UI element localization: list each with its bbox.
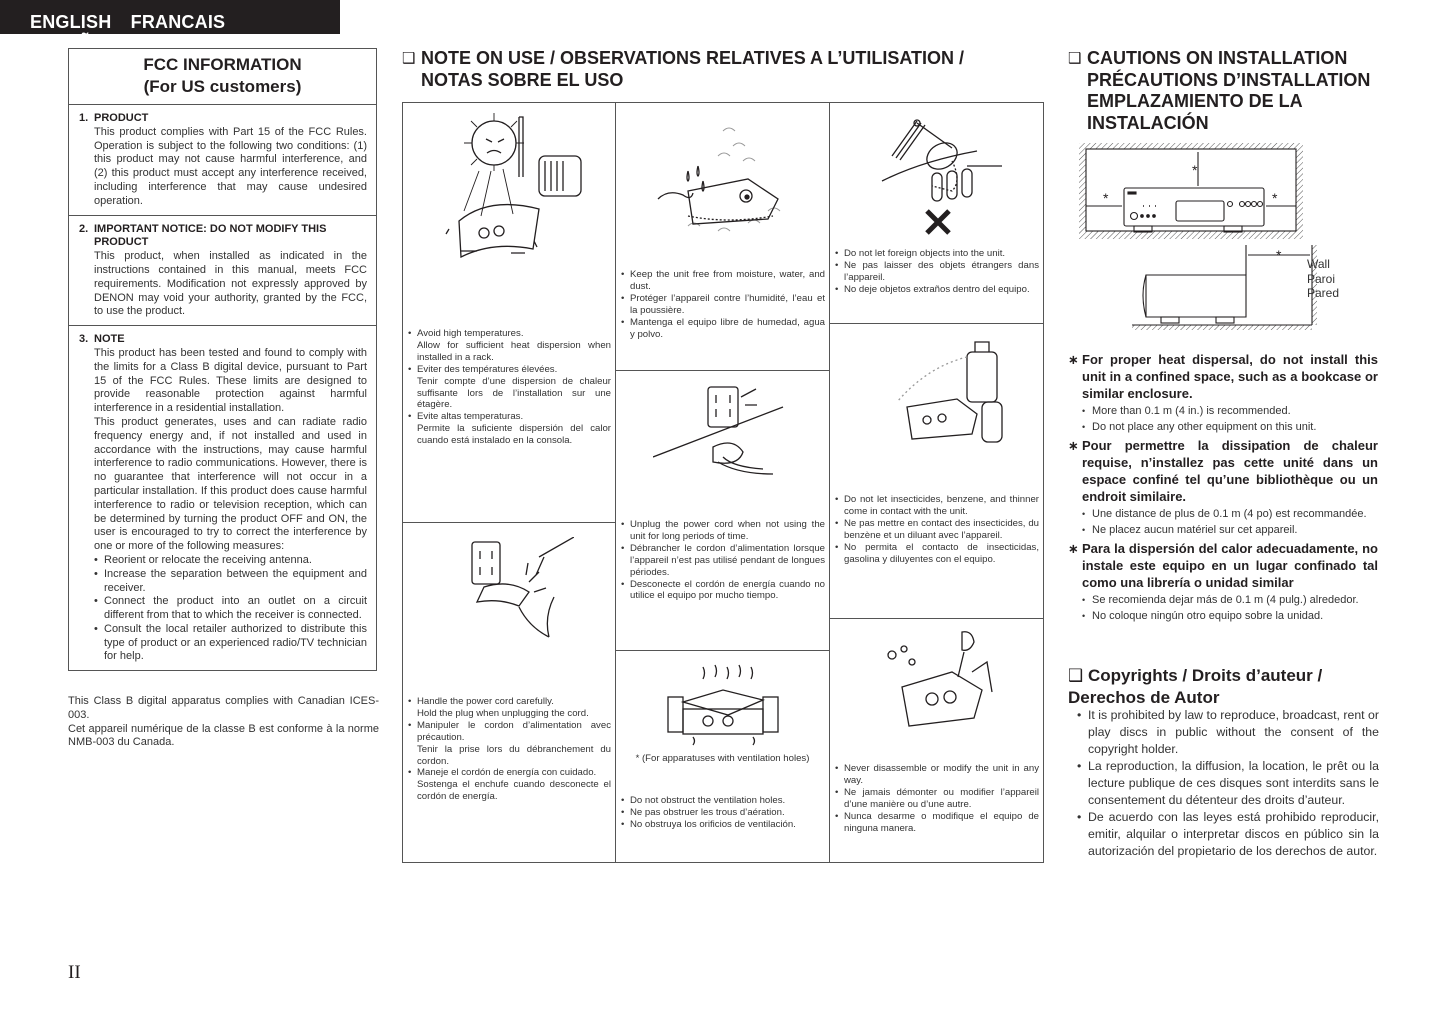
measures-list — [79, 554, 367, 664]
note-sub: Tenir compte d’une dispersion de chaleur suffisante lors de l’installation sur une étagère. — [417, 375, 611, 411]
note-item: • No obstruya los orificios de ventilación. — [620, 819, 825, 831]
cell-power-cord — [403, 523, 615, 862]
cell-text — [834, 763, 1039, 834]
measure-item: • Reorient or relocate the receiving antenna. — [94, 554, 367, 568]
moisture-illustration-icon — [616, 111, 829, 241]
note-main: Avoid high temperatures. — [417, 328, 524, 339]
cautions-installation-title — [1068, 48, 1388, 134]
note-item: • Ne pas mettre en contact des insecticides, du benzène et un diluant avec l’appareil. — [834, 518, 1039, 542]
title-line: NOTAS SOBRE EL USO — [421, 69, 624, 90]
heat-bullet: • No coloque ningún otro equipo sobre la unidad. — [1082, 609, 1378, 625]
measure-item: • Connect the product into an outlet on a circuit different from that to which the receiver is connected. — [94, 595, 367, 623]
canada-french: Cet appareil numérique de la classe B est conforme à la norme NMB-003 du Canada. — [68, 722, 379, 749]
section-number: 1. — [79, 112, 89, 124]
heat-heading: For proper heat dispersal, do not install this unit in a confined space, such as a bookcase or similar enclosure. — [1082, 352, 1378, 401]
note-item: • Never disassemble or modify the unit in any way. — [834, 763, 1039, 787]
fcc-title: FCC INFORMATION — [143, 55, 302, 74]
spray-illustration-icon — [830, 332, 1043, 452]
heat-dispersal-notes — [1068, 351, 1378, 626]
section-body-2: This product generates, uses and can radiate radio frequency energy and, if not installed and used in accordance with the instructions, may cause harmful interference to radio communications. However, there is no guarantee that interference will not occur in a particular installation. If this product does cause harmful interference to radio or television reception, which can be determined by turning the product OFF and ON, the user is encouraged to try to correct the interference by one or more of the following measures: — [94, 415, 367, 553]
copyright-item: • It is prohibited by law to reproduce, broadcast, rent or play discs in public without the consent of the copyright holder. — [1076, 707, 1379, 758]
measure-item: • Consult the local retailer authorized to distribute this type of product or an experienced radio/TV technician for help. — [94, 623, 367, 664]
fcc-subtitle: (For US customers) — [143, 77, 302, 96]
note-main: Handle the power cord carefully. — [417, 696, 554, 707]
title-line: EMPLAZAMIENTO DE LA — [1087, 91, 1303, 111]
heat-note-es — [1068, 540, 1378, 624]
note-item: • Mantenga el equipo libre de humedad, agua y polvo. — [620, 317, 825, 341]
fcc-header — [69, 49, 376, 105]
language-bar — [0, 0, 340, 53]
fcc-section-note — [69, 326, 376, 670]
note-item — [407, 411, 611, 447]
note-sub: Permite la suficiente dispersión del calor cuando está instalado en la consola. — [417, 423, 611, 447]
note-item — [407, 364, 611, 412]
note-item: • Nunca desarme o modifique el equipo de ninguna manera. — [834, 811, 1039, 835]
note-item: • No deje objetos extraños dentro del equipo. — [834, 284, 1039, 296]
cell-text — [620, 795, 825, 831]
wall-label-en: Wall — [1307, 257, 1330, 271]
cell-disassemble — [830, 619, 1043, 862]
cell-text — [620, 269, 825, 340]
heat-bullet: • Ne placez aucun matériel sur cet appareil. — [1082, 523, 1378, 539]
heat-note-fr — [1068, 437, 1378, 538]
wall-labels — [1307, 257, 1339, 301]
section-heading: IMPORTANT NOTICE: DO NOT MODIFY THIS PRODUCT — [94, 222, 327, 249]
note-item: • No permita el contacto de insecticidas, gasolina y diluyentes con el equipo. — [834, 542, 1039, 566]
svg-text:*: * — [1272, 190, 1278, 206]
grid-column-1 — [403, 103, 616, 862]
fcc-information-box — [68, 48, 377, 671]
wall-label-es: Pared — [1307, 286, 1340, 300]
asterisk-icon: ∗ — [1068, 541, 1079, 556]
title-line: NOTE ON USE / OBSERVATIONS RELATIVES A L’UTILISATION / — [421, 48, 965, 68]
unplug-illustration-icon — [616, 377, 829, 477]
note-item — [407, 696, 611, 720]
grid-column-3 — [830, 103, 1043, 862]
heat-bullet: • Do not place any other equipment on this unit. — [1082, 420, 1378, 436]
heat-note-en — [1068, 351, 1378, 435]
copyrights-title — [1068, 665, 1388, 708]
heat-heading: Pour permettre la dissipation de chaleur requise, n’installez pas cette unité dans un espace confiné tel qu’une bibliothèque ou un endroit similaire. — [1082, 438, 1378, 504]
ventilation-footnote: * (For apparatuses with ventilation holes) — [635, 753, 810, 764]
section-heading: NOTE — [94, 333, 125, 346]
note-item — [407, 767, 611, 803]
title-line: Copyrights / Droits d’auteur / — [1087, 666, 1323, 685]
cell-text — [834, 248, 1039, 296]
cell-text — [407, 328, 611, 447]
page-number: II — [68, 962, 81, 983]
note-main: Manipuler le cordon d’alimentation avec précaution. — [417, 719, 611, 743]
checkbox-icon: ❑ — [402, 50, 416, 67]
asterisk-icon: ∗ — [1068, 438, 1079, 453]
fcc-section-notice — [69, 216, 376, 327]
cell-unplug — [616, 371, 829, 651]
note-item: • Do not obstruct the ventilation holes. — [620, 795, 825, 807]
note-item: • Do not let foreign objects into the unit. — [834, 248, 1039, 260]
note-item: • Débrancher le cordon d’alimentation lorsque l’appareil n’est pas utilisé pendant de longues périodes. — [620, 543, 825, 579]
cell-ventilation — [616, 651, 829, 862]
note-sub: Sostenga el enchufe cuando desconecte el cordón de energía. — [417, 779, 611, 803]
language-espanol: ESPAÑOL — [30, 33, 118, 53]
cell-text — [407, 696, 611, 803]
canada-compliance — [68, 695, 379, 750]
svg-text:*: * — [1192, 162, 1198, 178]
copyright-item: • La reproduction, la diffusion, la location, le prêt ou la lecture publique de ces disques sont interdits sans le consentement du détenteur des droits d’auteur. — [1076, 758, 1379, 809]
disassemble-illustration-icon — [830, 627, 1043, 737]
svg-text:*: * — [1276, 247, 1282, 263]
title-line: INSTALACIÓN — [1087, 112, 1209, 133]
cell-text — [834, 494, 1039, 565]
note-main: Eviter des températures élevées. — [417, 363, 558, 375]
measure-item: • Increase the separation between the equipment and receiver. — [94, 568, 367, 596]
power-cord-illustration-icon — [403, 537, 615, 647]
note-on-use-grid — [402, 102, 1044, 863]
canada-english: This Class B digital apparatus complies with Canadian ICES-003. — [68, 695, 379, 721]
note-item — [407, 328, 611, 364]
foreign-objects-illustration-icon — [830, 111, 1043, 236]
title-line: CAUTIONS ON INSTALLATION — [1087, 48, 1348, 68]
language-english: ENGLISH — [30, 12, 112, 32]
note-item: • Ne pas obstruer les trous d’aération. — [620, 807, 825, 819]
language-francais: FRANCAIS — [130, 12, 226, 32]
heat-heading: Para la dispersión del calor adecuadamente, no instale este equipo en un lugar confinado tal como una librería o unidad similar — [1082, 541, 1378, 590]
cell-moisture — [616, 103, 829, 371]
cell-text — [620, 519, 825, 602]
note-item — [407, 720, 611, 768]
cell-chemicals — [830, 324, 1043, 619]
note-item: • Ne pas laisser des objets étrangers dans l’appareil. — [834, 260, 1039, 284]
note-item: • Ne jamais démonter ou modifier l’appareil d’une manière ou d’une autre. — [834, 787, 1039, 811]
section-number: 3. — [79, 333, 89, 346]
note-on-use-title — [402, 48, 1042, 91]
svg-text:*: * — [1103, 190, 1109, 206]
note-main: Evite altas temperaturas. — [417, 411, 524, 423]
section-body: This product complies with Part 15 of the FCC Rules. Operation is subject to the following two conditions: (1) this product may not cause harmful interference, and (2) this product must accept any interference received, including interference that may cause undesired operation. — [94, 125, 367, 207]
heat-illustration-icon — [403, 111, 615, 261]
note-item: • Do not let insecticides, benzene, and thinner come in contact with the unit. — [834, 494, 1039, 518]
heat-bullet: • More than 0.1 m (4 in.) is recommended. — [1082, 404, 1378, 420]
section-body: This product has been tested and found to comply with the limits for a Class B digital device, pursuant to Part 15 of the FCC Rules. These limits are designed to provide reasonable protection against harmful interference in a residential installation. — [94, 346, 367, 415]
wall-label-fr: Paroi — [1307, 271, 1336, 286]
note-main: Maneje el cordón de energía con cuidado. — [417, 767, 597, 779]
checkbox-icon: ❑ — [1068, 50, 1082, 67]
section-body: This product, when installed as indicated in the instructions contained in this manual, meets FCC requirements. Modification not expressly approved by DENON may void your authority, granted by the FCC, to use the product. — [94, 250, 367, 318]
copyright-item: • De acuerdo con las leyes está prohibido reproducir, emitir, alquilar o interpretar discos en público sin la autorización del propietario de los derechos de autor. — [1076, 809, 1379, 860]
note-item: • Desconecte el cordón de energía cuando no utilice el equipo por mucho tiempo. — [620, 579, 825, 603]
note-sub: Allow for sufficient heat dispersion when installed in a rack. — [417, 339, 611, 363]
installation-clearance-diagram — [1076, 140, 1356, 330]
grid-column-2 — [616, 103, 830, 862]
asterisk-icon: ∗ — [1068, 352, 1079, 367]
ventilation-illustration-icon — [616, 657, 829, 752]
cell-foreign-objects — [830, 103, 1043, 324]
note-item: • Keep the unit free from moisture, water, and dust. — [620, 269, 825, 293]
title-line: PRÉCAUTIONS D’INSTALLATION — [1087, 69, 1371, 90]
note-item: • Unplug the power cord when not using the unit for long periods of time. — [620, 519, 825, 543]
copyrights-list — [1076, 707, 1379, 860]
section-number: 2. — [79, 222, 89, 235]
checkbox-icon: ❑ — [1068, 666, 1084, 685]
note-sub: Hold the plug when unplugging the cord. — [417, 707, 589, 719]
heat-bullet: • Une distance de plus de 0.1 m (4 po) est recommandée. — [1082, 507, 1378, 523]
note-sub: Tenir la prise lors du débranchement du cordon. — [417, 743, 611, 767]
note-item: • Protéger l’appareil contre l’humidité, l’eau et la poussière. — [620, 293, 825, 317]
fcc-section-product — [69, 105, 376, 216]
cell-high-temperature — [403, 103, 615, 523]
section-heading: PRODUCT — [94, 112, 149, 124]
title-line: Derechos de Autor — [1068, 687, 1220, 707]
heat-bullet: • Se recomienda dejar más de 0.1 m (4 pulg.) alrededor. — [1082, 593, 1378, 609]
